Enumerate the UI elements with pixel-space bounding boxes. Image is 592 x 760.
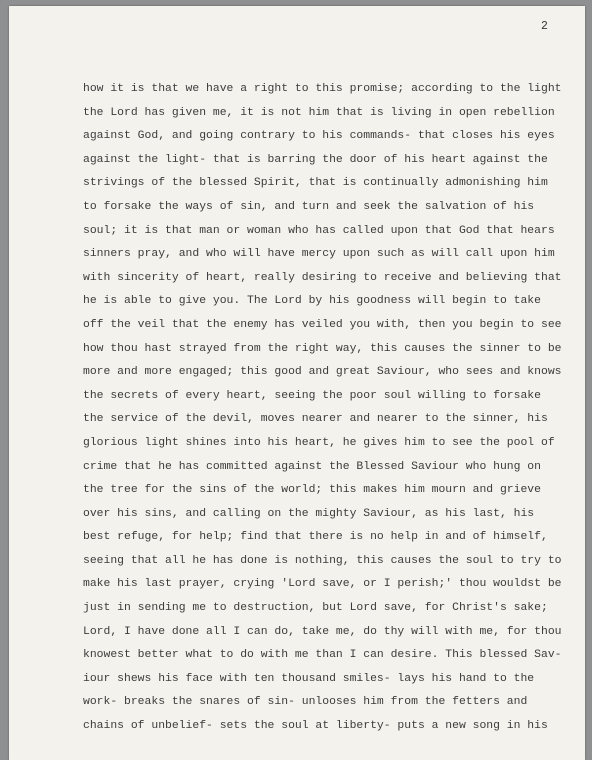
page-number: 2 bbox=[541, 20, 548, 33]
text-line: he is able to give you. The Lord by his goodness will begin to take bbox=[83, 295, 541, 308]
text-line: sinners pray, and who will have mercy upon such as will call upon him bbox=[83, 248, 555, 261]
text-line: iour shews his face with ten thousand smiles- lays his hand to the bbox=[83, 672, 535, 685]
text-line: seeing that all he has done is nothing, this causes the soul to try to bbox=[83, 554, 562, 567]
text-line: glorious light shines into his heart, he gives him to see the pool of bbox=[83, 436, 555, 449]
text-line: over his sins, and calling on the mighty Saviour, as his last, his bbox=[83, 507, 535, 520]
document-page bbox=[9, 6, 585, 760]
text-line: off the veil that the enemy has veiled you with, then you begin to see bbox=[83, 318, 562, 331]
text-line: against God, and going contrary to his commands- that closes his eyes bbox=[83, 130, 555, 143]
text-line: the service of the devil, moves nearer and nearer to the sinner, his bbox=[83, 413, 548, 426]
text-line: knowest better what to do with me than I can desire. This blessed Sav- bbox=[83, 649, 562, 662]
text-line: how it is that we have a right to this promise; according to the light bbox=[83, 83, 562, 95]
text-line: the tree for the sins of the world; this makes him mourn and grieve bbox=[83, 484, 541, 497]
text-line: against the light- that is barring the door of his heart against the bbox=[83, 153, 548, 166]
text-line: the secrets of every heart, seeing the poor soul willing to forsake bbox=[83, 389, 541, 402]
text-line: Lord, I have done all I can do, take me, do thy will with me, for thou bbox=[83, 625, 562, 638]
text-line: crime that he has committed against the Blessed Saviour who hung on bbox=[83, 460, 541, 473]
text-line: the Lord has given me, it is not him that is living in open rebellion bbox=[83, 106, 555, 119]
text-line: chains of unbelief- sets the soul at liberty- puts a new song in his bbox=[83, 720, 548, 733]
text-line: to forsake the ways of sin, and turn and seek the salvation of his bbox=[83, 200, 535, 213]
text-line: strivings of the blessed Spirit, that is continually admonishing him bbox=[83, 177, 548, 190]
text-line: how thou hast strayed from the right way, this causes the sinner to be bbox=[83, 342, 562, 355]
text-line: soul; it is that man or woman who has called upon that God that hears bbox=[83, 224, 555, 237]
text-line: more and more engaged; this good and great Saviour, who sees and knows bbox=[83, 366, 562, 379]
body-text bbox=[83, 78, 562, 739]
text-line: work- breaks the snares of sin- unlooses him from the fetters and bbox=[83, 696, 528, 709]
text-line: best refuge, for help; find that there is no help in and of himself, bbox=[83, 531, 548, 544]
text-line: make his last prayer, crying 'Lord save, or I perish;' thou wouldst be bbox=[83, 578, 562, 591]
text-line: just in sending me to destruction, but Lord save, for Christ's sake; bbox=[83, 602, 548, 615]
text-line: with sincerity of heart, really desiring to receive and believing that bbox=[83, 271, 562, 284]
